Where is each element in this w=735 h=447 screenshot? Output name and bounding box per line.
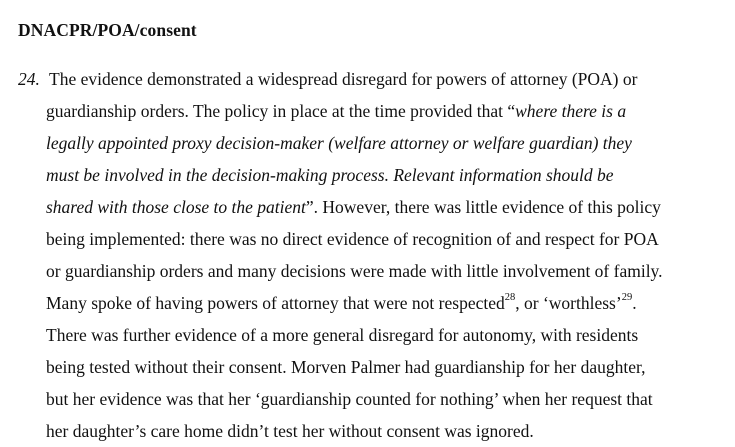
paragraph-number: 24. — [18, 69, 40, 89]
text-line-2 — [46, 95, 626, 127]
text-span: being implemented: there was no direct evidence of recognition of and respect for POA — [46, 229, 659, 249]
text-line-8 — [46, 287, 637, 319]
quote-italic: where there is a — [515, 101, 627, 121]
text-line-1 — [49, 63, 637, 95]
quote-italic: legally appointed proxy decision-maker (welfare attorney or welfare guardian) they — [46, 133, 632, 153]
section-heading: DNACPR/POA/consent — [18, 20, 197, 40]
text-span: but her evidence was that her ‘guardianship counted for nothing’ when her request that — [46, 389, 653, 409]
quote-italic: shared with those close to the patient — [46, 197, 306, 217]
text-span: her daughter’s care home didn’t test her without consent was ignored. — [46, 421, 534, 441]
text-line-6 — [46, 223, 659, 255]
text-line-10 — [46, 351, 646, 383]
text-span: . — [632, 293, 637, 313]
text-span: ”. However, there was little evidence of this policy — [305, 197, 661, 217]
text-line-7 — [46, 255, 663, 287]
text-span: The evidence demonstrated a widespread disregard for powers of attorney (POA) or — [49, 69, 638, 89]
text-line-12 — [46, 415, 534, 447]
text-line-11 — [46, 383, 653, 415]
text-line-4 — [46, 159, 614, 191]
quote-italic: must be involved in the decision-making process. Relevant information should be — [46, 165, 614, 185]
footnote-ref-28[interactable]: 28 — [504, 292, 516, 304]
text-line-5 — [46, 191, 661, 223]
text-span: being tested without their consent. Morven Palmer had guardianship for her daughter, — [46, 357, 646, 377]
footnote-ref-29[interactable]: 29 — [621, 292, 633, 304]
text-span: Many spoke of having powers of attorney that were not respected — [46, 293, 505, 313]
text-span: , or ‘worthless’ — [515, 293, 622, 313]
text-span: guardianship orders. The policy in place at the time provided that “ — [46, 101, 516, 121]
text-line-9 — [46, 319, 638, 351]
text-span: or guardianship orders and many decisions were made with little involvement of family. — [46, 261, 663, 281]
text-line-3 — [46, 127, 632, 159]
text-span: There was further evidence of a more general disregard for autonomy, with residents — [46, 325, 639, 345]
